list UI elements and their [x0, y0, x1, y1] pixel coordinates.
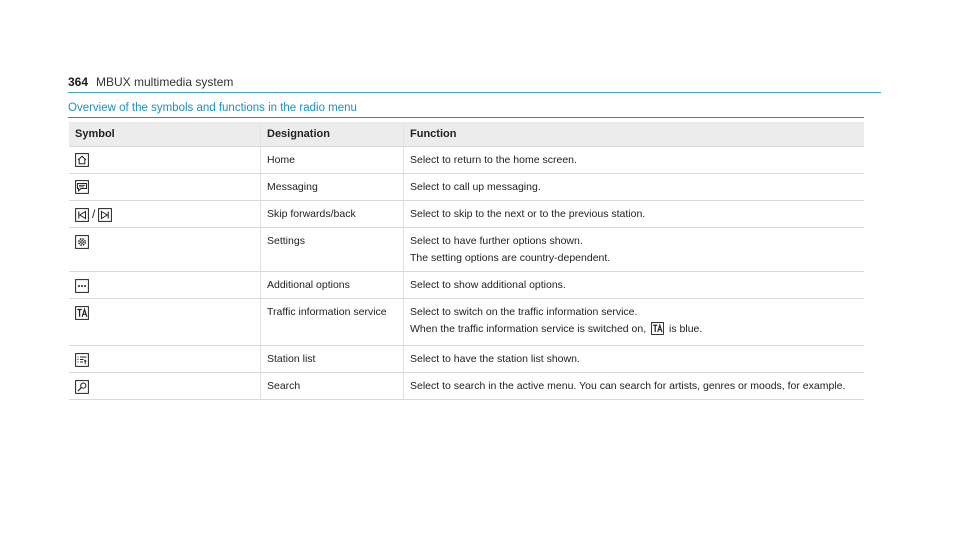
- table-row: [69, 174, 864, 201]
- designation-cell: Additional options: [261, 272, 404, 299]
- table-row: [69, 373, 864, 400]
- section-title: Overview of the symbols and functions in the radio menu: [68, 102, 864, 118]
- table-row: [69, 299, 864, 346]
- designation-cell: Messaging: [261, 174, 404, 201]
- skip-back-icon: [75, 208, 89, 222]
- note-text-before: When the traffic information service is switched on,: [410, 323, 647, 336]
- column-header-designation: Designation: [261, 122, 404, 147]
- designation-cell: Home: [261, 147, 404, 174]
- function-cell: [404, 272, 865, 299]
- table-row: [69, 201, 864, 228]
- function-text: Select to call up messaging.: [410, 181, 541, 193]
- designation-cell: Settings: [261, 228, 404, 272]
- search-icon: [75, 380, 89, 394]
- function-cell: [404, 201, 865, 228]
- header-rule: [68, 92, 881, 93]
- table-row: [69, 272, 864, 299]
- column-header-function: Function: [404, 122, 865, 147]
- function-cell: [404, 346, 865, 373]
- symbol-cell: [69, 201, 261, 228]
- icon-separator: /: [92, 207, 96, 221]
- note-text-after: is blue.: [669, 323, 703, 336]
- function-cell: [404, 373, 865, 400]
- messaging-icon: [75, 180, 89, 194]
- function-text: Select to skip to the next or to the previous station.: [410, 208, 646, 220]
- skip-forward-icon: [98, 208, 112, 222]
- column-header-symbol: Symbol: [69, 122, 261, 147]
- symbol-cell: [69, 346, 261, 373]
- station-list-icon: [75, 353, 89, 367]
- function-note: The setting options are country-dependent.: [410, 252, 611, 265]
- function-text: Select to have the station list shown.: [410, 353, 580, 366]
- function-cell: [404, 147, 865, 174]
- symbol-cell: [69, 174, 261, 201]
- symbol-cell: [69, 373, 261, 400]
- designation-cell: Search: [261, 373, 404, 400]
- table-row: [69, 147, 864, 174]
- traffic-announcement-inline-icon: [651, 322, 664, 340]
- function-text: Select to search in the active menu. You can search for artists, genres or moods, for example.: [410, 380, 846, 393]
- function-cell: [404, 228, 865, 272]
- designation-cell: Station list: [261, 346, 404, 373]
- page-header-title: MBUX multimedia system: [96, 75, 234, 89]
- function-note: [410, 322, 858, 340]
- traffic-announcement-icon: [75, 306, 89, 320]
- table-row: [69, 228, 864, 272]
- function-cell: [404, 299, 865, 346]
- settings-icon: [75, 235, 89, 249]
- symbol-cell: [69, 299, 261, 346]
- symbols-table: [69, 122, 864, 400]
- function-cell: [404, 174, 865, 201]
- table-row: [69, 346, 864, 373]
- symbol-cell: [69, 147, 261, 174]
- designation-cell: Traffic information service: [261, 299, 404, 346]
- home-icon: [75, 153, 89, 167]
- function-text: Select to return to the home screen.: [410, 154, 577, 166]
- table-header-row: [69, 122, 864, 147]
- symbol-cell: [69, 228, 261, 272]
- page-number: 364: [68, 75, 89, 89]
- more-options-icon: [75, 279, 89, 293]
- function-text: Select to show additional options.: [410, 279, 566, 292]
- designation-cell: Skip forwards/back: [261, 201, 404, 228]
- function-text: Select to switch on the traffic information service.: [410, 306, 638, 319]
- symbol-cell: [69, 272, 261, 299]
- function-text: Select to have further options shown.: [410, 235, 583, 248]
- page-header: [68, 72, 881, 92]
